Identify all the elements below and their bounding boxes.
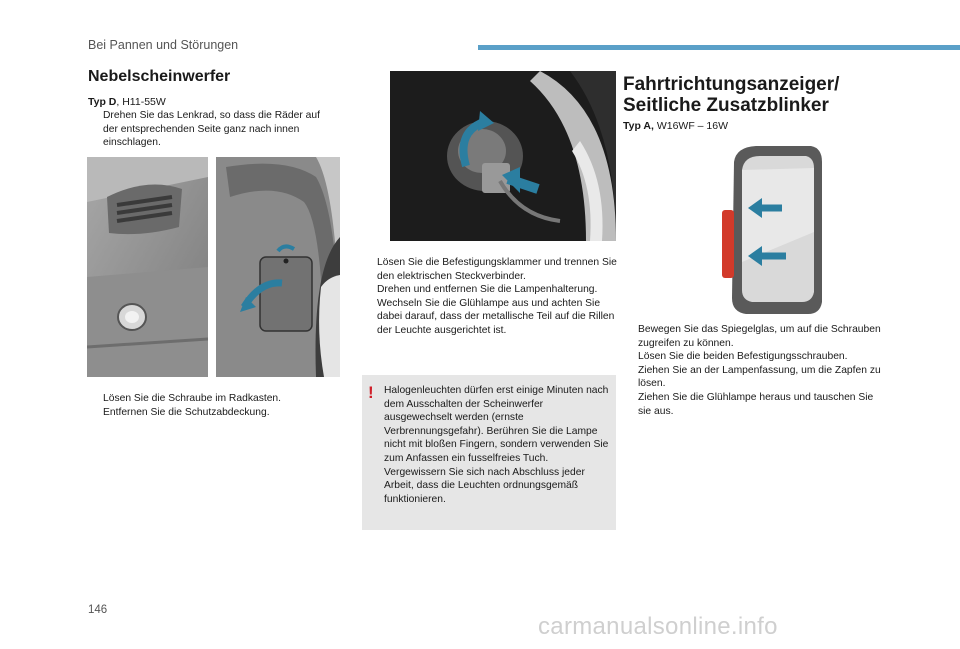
fog-type-line xyxy=(88,96,166,108)
middle-steps xyxy=(362,256,618,338)
turn-title-line2: Seitliche Zusatzblinker xyxy=(623,95,829,116)
warning-icon: ! xyxy=(368,383,374,402)
list-item xyxy=(362,297,618,338)
step-text: Bewegen Sie das Spiegelglas, um auf die Schrauben zugreifen zu können. xyxy=(638,324,881,349)
fog-light-title: Nebelscheinwerfer xyxy=(88,68,231,85)
fog-light-image xyxy=(87,157,208,377)
turn-type-value: W16WF – 16W xyxy=(653,120,729,132)
step-text: Lösen Sie die Schraube im Radkasten. xyxy=(103,393,282,404)
fog-type-label: Typ D xyxy=(88,96,117,108)
lamp-holder-image xyxy=(390,71,616,241)
page-number: 146 xyxy=(88,604,108,616)
fog-steps-top xyxy=(88,109,336,150)
list-item xyxy=(88,109,336,150)
warning-text: Halogenleuchten dürfen erst einige Minuten nach dem Ausschalten der Scheinwerfer ausgewechselt werden (ernste Verbrennungsgefahr). Berühren Sie die Lampe nicht mit bloßen Fingern, sondern verwenden Sie zum Anfassen ein fusselfreies Tuch. Vergewissern Sie sich nach Abschluss jeder Arbeit, dass die Leuchten ordnungsgemäß funktionieren. xyxy=(384,385,609,505)
list-item xyxy=(88,392,336,406)
header-accent-bar xyxy=(478,45,960,50)
step-text: Entfernen Sie die Schutzabdeckung. xyxy=(103,406,270,418)
step-text: Ziehen Sie an der Lampenfassung, um die Zapfen zu lösen. xyxy=(638,364,881,390)
fog-steps-bottom xyxy=(88,392,336,419)
step-text: Drehen und entfernen Sie die Lampenhalterung. xyxy=(377,284,598,296)
section-title: Bei Pannen und Störungen xyxy=(88,38,239,52)
wheel-arch-image xyxy=(216,157,340,377)
turn-signal-title xyxy=(623,74,839,116)
turn-type-label: Typ A, xyxy=(623,120,654,132)
fog-type-value: , H11-55W xyxy=(116,96,166,108)
list-item xyxy=(88,406,336,420)
mirror-image xyxy=(716,142,826,317)
step-text: Ziehen Sie die Glühlampe heraus und tauschen Sie sie aus. xyxy=(638,391,874,417)
step-text: Wechseln Sie die Glühlampe aus und achten Sie dabei darauf, dass der metallische Teil auf die Rillen der Leuchte ausgerichtet ist. xyxy=(377,297,615,336)
step-text: Drehen Sie das Lenkrad, so dass die Räder auf der entsprechenden Seite ganz nach innen einschlagen. xyxy=(103,110,320,149)
list-item xyxy=(362,256,618,283)
list-item xyxy=(623,364,889,391)
turn-title-line1: Fahrtrichtungsanzeiger/ xyxy=(623,74,840,95)
watermark: carmanualsonline.info xyxy=(538,613,778,640)
list-item xyxy=(623,391,889,418)
turn-type-line xyxy=(623,120,728,132)
list-item xyxy=(623,350,889,364)
step-text: Lösen Sie die Befestigungsklammer und trennen Sie den elektrischen Steckverbinder. xyxy=(377,257,617,282)
list-item xyxy=(362,283,618,297)
turn-steps xyxy=(623,323,889,418)
list-item xyxy=(623,323,889,350)
step-text: Lösen Sie die beiden Befestigungsschrauben. xyxy=(638,351,848,363)
